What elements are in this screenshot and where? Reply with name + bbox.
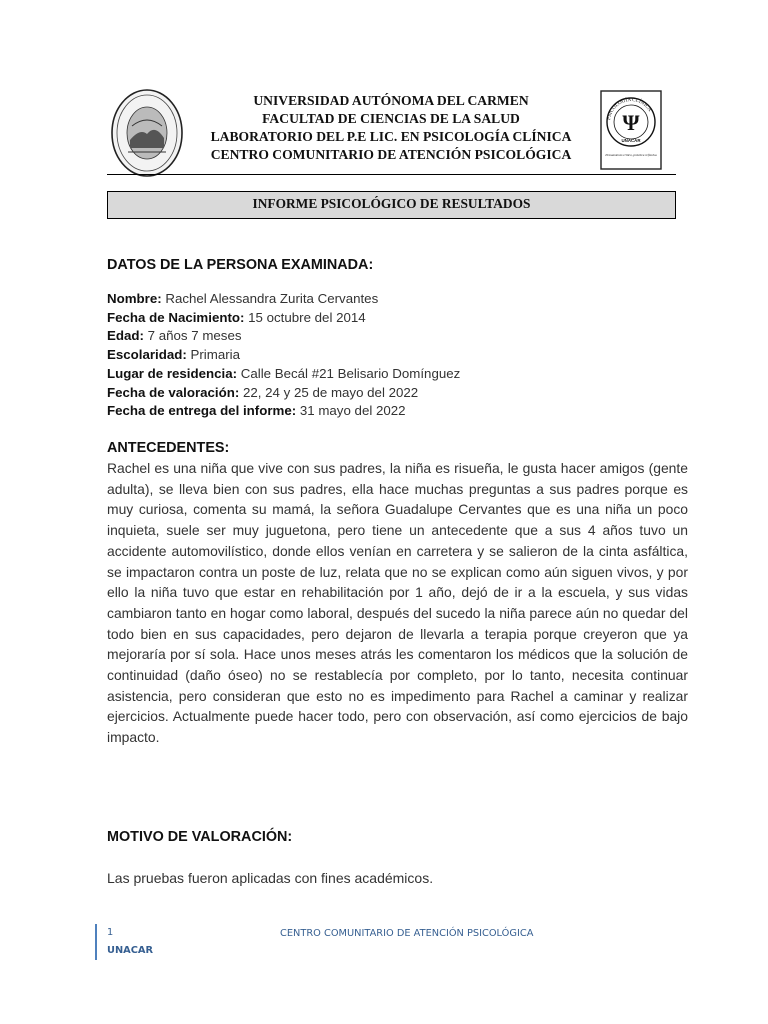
footer-accent-bar <box>95 924 97 960</box>
field-fecha-valoracion <box>107 384 667 403</box>
field-label: Lugar de residencia: <box>107 365 238 381</box>
header-line-university: UNIVERSIDAD AUTÓNOMA DEL CARMEN <box>253 93 529 108</box>
examinee-fields <box>107 290 667 421</box>
field-fecha-nacimiento <box>107 309 667 328</box>
logo-org-text: UNACAR <box>621 138 641 143</box>
field-value: 31 mayo del 2022 <box>296 403 406 419</box>
field-label: Edad: <box>107 328 144 344</box>
field-value: Rachel Alessandra Zurita Cervantes <box>161 291 379 306</box>
field-value: 22, 24 y 25 de mayo del 2022 <box>239 384 419 400</box>
antecedentes-paragraph: Rachel es una niña que vive con sus padres, la niña es risueña, le gusta hacer amigos (gente adulta), se lleva bien con sus padres, ella hace muchas preguntas a sus padres porque es muy curiosa, comenta su mamá, la señora Guadalupe Cervantes que es una niña un poco inquieta, suele ser muy juguetona, pero tiene un antecedente que a sus 4 años tuvo un accidente automovilístico, donde ellos venían en carretera y se salieron de la cinta asfáltica, se impactaron contra un poste de luz, relata que no se explican como aún siguen vivos, y por ello la niña tuvo que estar en rehabilitación por 1 año, dejó de ir a la escuela, y sus vidas cambiaron tanto en hogar como laboral, después del sucedo la niña parece aún no quedar del todo bien en sus capacidades, pero dejaron de llevarla a terapia porque creyeron que ya mejoraría por sí sola. Hace unos meses atrás les comentaron los médicos que la solución de continuidad (daño óseo) no se restablecía por completo, por lo tanto, necesita continuar asistencia, pero consideran que esto no es impedimento para Rachel a caminar y realizar ejercicios. Actualmente puede hacer todo, pero con observación, así como ejercicios de bajo impacto. <box>107 460 688 746</box>
field-value: Primaria <box>186 347 241 363</box>
footer-org: UNACAR <box>107 945 154 956</box>
section-title-datos: DATOS DE LA PERSONA EXAMINADA: <box>107 257 374 273</box>
header-line-laboratory: LABORATORIO DEL P.E LIC. EN PSICOLOGÍA CLÍNICA <box>210 129 572 144</box>
motivo-paragraph: Las pruebas fueron aplicadas con fines académicos. <box>107 870 434 886</box>
page-number: 1 <box>107 927 114 938</box>
field-value: Calle Becál #21 Belisario Domínguez <box>237 365 461 381</box>
institution-header <box>190 92 592 164</box>
university-seal-logo <box>110 88 184 178</box>
field-label: Fecha de Nacimiento: <box>107 309 245 325</box>
field-edad <box>107 327 667 346</box>
field-label: Fecha de entrega del informe: <box>107 403 297 419</box>
field-escolaridad <box>107 346 667 365</box>
field-label: Nombre: <box>107 291 162 306</box>
field-value: 7 años 7 meses <box>143 328 242 344</box>
logo-motto-text: Pensamiento crítico, práctica reflexiva <box>605 153 657 157</box>
header-line-center: CENTRO COMUNITARIO DE ATENCIÓN PSICOLÓGICA <box>210 147 572 162</box>
header-line-faculty: FACULTAD DE CIENCIAS DE LA SALUD <box>262 111 520 126</box>
field-fecha-entrega <box>107 402 667 421</box>
report-title: INFORME PSICOLÓGICO DE RESULTADOS <box>107 191 676 219</box>
field-label: Fecha de valoración: <box>107 384 240 400</box>
psychology-clinic-logo <box>600 90 662 170</box>
section-title-antecedentes: ANTECEDENTES: <box>107 440 230 456</box>
logo-arc-text: PSICOLOGÍA CLÍNICA <box>606 96 653 121</box>
field-lugar-residencia <box>107 365 667 384</box>
svg-text:Ψ: Ψ <box>622 110 640 135</box>
field-label: Escolaridad: <box>107 347 187 363</box>
footer-center-text: CENTRO COMUNITARIO DE ATENCIÓN PSICOLÓGICA <box>280 928 534 939</box>
field-value: 15 octubre del 2014 <box>244 309 366 325</box>
section-title-motivo: MOTIVO DE VALORACIÓN: <box>107 829 293 845</box>
header-divider <box>107 174 676 175</box>
field-nombre <box>107 290 667 309</box>
